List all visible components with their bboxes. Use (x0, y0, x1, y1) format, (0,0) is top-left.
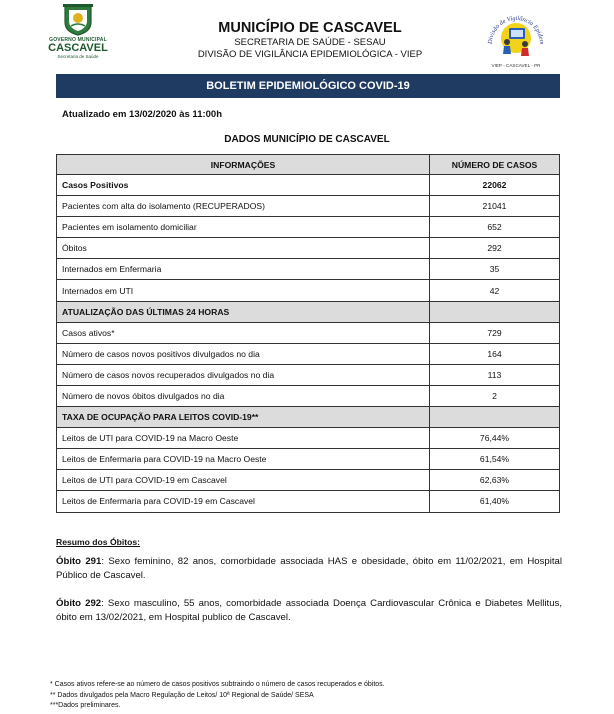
death-summary-item (56, 555, 562, 583)
death-description: : Sexo masculino, 55 anos, comorbidade associada Doença Cardiovascular Crônica e Diabetes Mellitus, óbito em 13/02/2021, em Hospital publico de Cascavel. (56, 598, 562, 623)
death-description: : Sexo feminino, 82 anos, comorbidade associada HAS e obesidade, óbito em 11/02/2021, em Hospital Público de Cascavel. (56, 556, 562, 581)
viep-arc-text: Divisão de Vigilância Epidem (486, 14, 546, 45)
table-row (57, 280, 560, 301)
footnote: ***Dados preliminares. (50, 702, 121, 709)
table-row (57, 175, 560, 196)
row-value: 113 (430, 364, 560, 385)
table-section-row (57, 407, 560, 428)
table-row (57, 385, 560, 406)
logo-gov-text: GOVERNO MUNICIPAL (49, 37, 107, 43)
table-row (57, 343, 560, 364)
table-row (57, 259, 560, 280)
row-value: 729 (430, 322, 560, 343)
row-label: Internados em Enfermaria (57, 259, 430, 280)
viep-emblem-icon (480, 4, 552, 70)
document-header (0, 0, 614, 72)
row-value: 76,44% (430, 428, 560, 449)
row-label: ATUALIZAÇÃO DAS ÚLTIMAS 24 HORAS (57, 301, 430, 322)
viep-logo (480, 4, 552, 70)
table-row (57, 364, 560, 385)
row-value (430, 301, 560, 322)
logo-city-text: CASCAVEL (48, 42, 108, 54)
header-numero-casos: NÚMERO DE CASOS (430, 155, 560, 175)
division-subtitle: DIVISÃO DE VIGILÂNCIA EPIDEMIOLÓGICA - VIEP (197, 49, 423, 60)
row-label: Número de casos novos positivos divulgados no dia (57, 343, 430, 364)
coat-of-arms-icon (61, 4, 95, 36)
row-value: 61,40% (430, 491, 560, 512)
death-label: Óbito 292 (56, 598, 102, 609)
row-label: Leitos de Enfermaria para COVID-19 em Cascavel (57, 491, 430, 512)
footnote: * Casos ativos refere-se ao número de casos positivos subtraindo o número de casos recuperados e óbitos. (50, 681, 385, 688)
cascavel-logo (40, 4, 116, 64)
table-section-row (57, 301, 560, 322)
row-label: Pacientes com alta do isolamento (RECUPERADOS) (57, 196, 430, 217)
row-label: Leitos de UTI para COVID-19 em Cascavel (57, 470, 430, 491)
table-row (57, 196, 560, 217)
row-label: TAXA DE OCUPAÇÃO PARA LEITOS COVID-19** (57, 407, 430, 428)
table-row (57, 491, 560, 512)
row-label: Número de novos óbitos divulgados no dia (57, 385, 430, 406)
row-label: Pacientes em isolamento domiciliar (57, 217, 430, 238)
footnote: ** Dados divulgados pela Macro Regulação de Leitos/ 10ª Regional de Saúde/ SESA (50, 691, 314, 699)
header-titles (140, 20, 480, 61)
table-row (57, 449, 560, 470)
row-label: Óbitos (57, 238, 430, 259)
footnotes (50, 680, 385, 712)
table-row (57, 470, 560, 491)
death-label: Óbito 291 (56, 556, 102, 567)
row-label: Casos Positivos (57, 175, 430, 196)
row-value: 42 (430, 280, 560, 301)
viep-bottom-text: VIEP - CASCAVEL - PR (491, 63, 541, 68)
row-label: Leitos de UTI para COVID-19 na Macro Oeste (57, 428, 430, 449)
table-header-row (57, 155, 560, 175)
updated-timestamp: Atualizado em 13/02/2020 às 11:00h (62, 109, 223, 120)
row-label: Casos ativos* (57, 322, 430, 343)
table-row (57, 238, 560, 259)
row-value: 2 (430, 385, 560, 406)
row-value: 62,63% (430, 470, 560, 491)
row-label: Leitos de Enfermaria para COVID-19 na Macro Oeste (57, 449, 430, 470)
row-value: 292 (430, 238, 560, 259)
row-value: 35 (430, 259, 560, 280)
row-label: Internados em UTI (57, 280, 430, 301)
data-section-title: DADOS MUNICÍPIO DE CASCAVEL (224, 134, 390, 145)
row-value (430, 407, 560, 428)
table-row (57, 217, 560, 238)
deaths-summary-title: Resumo dos Óbitos: (56, 537, 141, 547)
cases-table (56, 154, 560, 513)
row-value: 61,54% (430, 449, 560, 470)
municipality-title: MUNICÍPIO DE CASCAVEL (218, 20, 402, 36)
row-value: 21041 (430, 196, 560, 217)
secretariat-subtitle: SECRETARIA DE SAÚDE - SESAU (234, 37, 386, 48)
death-summary-item (56, 597, 562, 625)
logo-sub-text: Secretaria de Saúde (57, 54, 99, 59)
table-row (57, 322, 560, 343)
row-value: 164 (430, 343, 560, 364)
row-value: 652 (430, 217, 560, 238)
table-row (57, 428, 560, 449)
row-value: 22062 (430, 175, 560, 196)
bulletin-title-banner: BOLETIM EPIDEMIOLÓGICO COVID-19 (56, 74, 560, 98)
row-label: Número de casos novos recuperados divulgados no dia (57, 364, 430, 385)
header-informacoes: INFORMAÇÕES (57, 155, 430, 175)
